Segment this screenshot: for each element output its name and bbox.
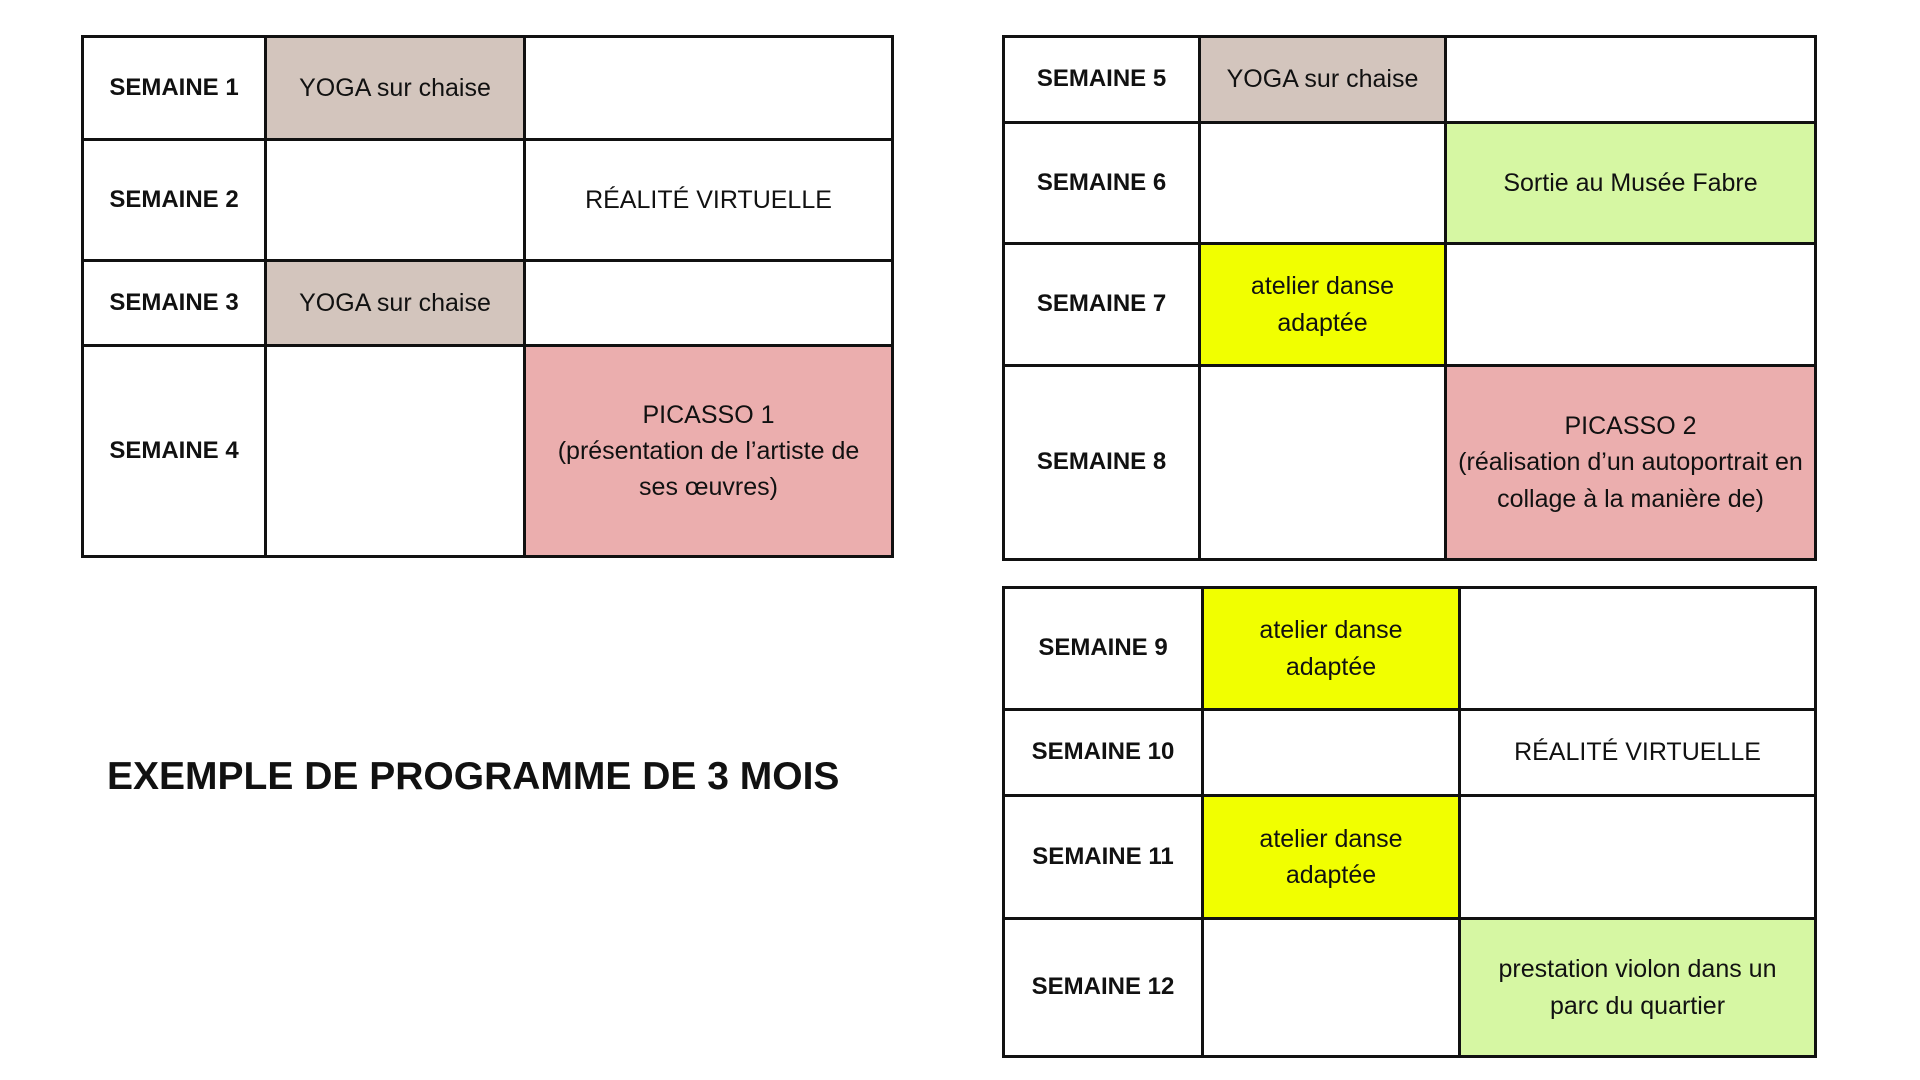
activity-cell: Sortie au Musée Fabre [1446,123,1816,244]
activity-cell [525,37,893,140]
week-label: SEMAINE 7 [1004,244,1200,366]
activity-cell: atelier danse adaptée [1203,796,1460,919]
activity-cell [1446,37,1816,123]
week-label: SEMAINE 10 [1004,710,1203,796]
activity-cell [266,140,525,260]
activity-cell: YOGA sur chaise [1200,37,1446,123]
table-row [1004,796,1816,919]
activity-cell: YOGA sur chaise [266,260,525,345]
schedule-table-month-2 [1002,35,1817,561]
week-label: SEMAINE 3 [83,260,266,345]
week-label: SEMAINE 4 [83,346,266,557]
week-label: SEMAINE 12 [1004,919,1203,1057]
week-label: SEMAINE 2 [83,140,266,260]
week-label: SEMAINE 11 [1004,796,1203,919]
table-row [1004,123,1816,244]
activity-cell [1460,588,1816,710]
table-row [1004,919,1816,1057]
table-row [1004,588,1816,710]
week-label: SEMAINE 9 [1004,588,1203,710]
activity-cell [1200,366,1446,560]
table-row [1004,37,1816,123]
activity-cell: atelier danse adaptée [1200,244,1446,366]
activity-cell: prestation violon dans un parc du quartier [1460,919,1816,1057]
week-label: SEMAINE 6 [1004,123,1200,244]
week-label: SEMAINE 8 [1004,366,1200,560]
table-row [83,37,893,140]
week-label: SEMAINE 1 [83,37,266,140]
activity-cell [1203,710,1460,796]
table-row [83,140,893,260]
activity-cell: RÉALITÉ VIRTUELLE [525,140,893,260]
table-row [1004,366,1816,560]
activity-cell [525,260,893,345]
week-label: SEMAINE 5 [1004,37,1200,123]
activity-cell [1446,244,1816,366]
activity-cell: RÉALITÉ VIRTUELLE [1460,710,1816,796]
activity-cell [1460,796,1816,919]
activity-cell: PICASSO 1 (présentation de l’artiste de ses œuvres) [525,346,893,557]
schedule-table-month-3 [1002,586,1817,1058]
table-row [83,346,893,557]
activity-cell [1203,919,1460,1057]
table-row [83,260,893,345]
page-title: EXEMPLE DE PROGRAMME DE 3 MOIS [107,755,840,798]
activity-cell [266,346,525,557]
table-row [1004,244,1816,366]
activity-cell: atelier danse adaptée [1203,588,1460,710]
activity-cell: YOGA sur chaise [266,37,525,140]
activity-cell [1200,123,1446,244]
activity-cell: PICASSO 2 (réalisation d’un autoportrait en collage à la manière de) [1446,366,1816,560]
schedule-table-month-1 [81,35,894,558]
table-row [1004,710,1816,796]
